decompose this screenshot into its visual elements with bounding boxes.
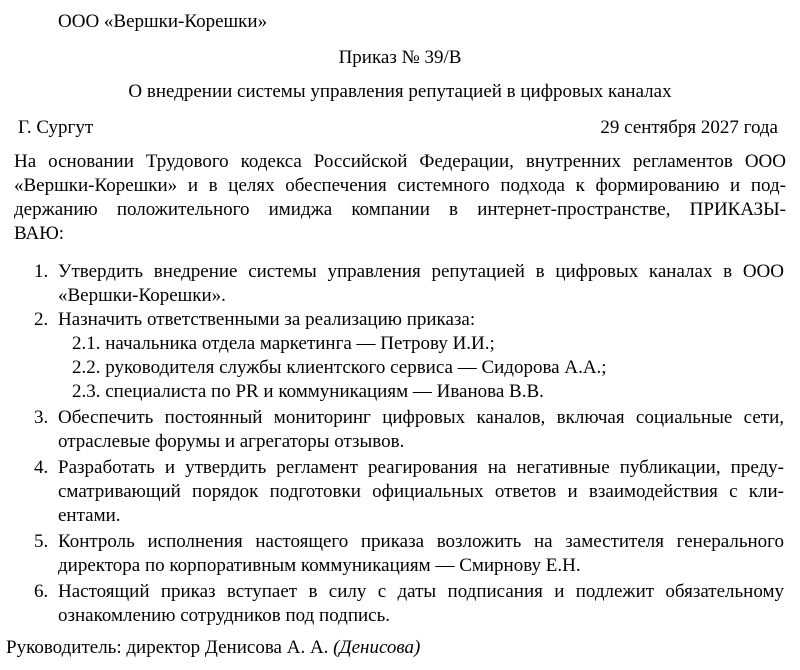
city: Г. Сургут bbox=[18, 117, 94, 138]
item-text-line: сматривающий порядок подготовки официальных ответов и взаимодействия с кли- bbox=[58, 481, 784, 502]
item-text-line: Обеспечить постоянный мониторинг цифровых каналов, включая социальные сети, bbox=[58, 407, 784, 428]
subitem: 2.2. руководителя службы клиентского сервиса — Сидорова А.А.; bbox=[72, 357, 607, 378]
item-text-line: Контроль исполнения настоящего приказа возложить на заместителя генерального bbox=[58, 531, 784, 552]
preamble-line: держанию положительного имиджа компании в интернет-пространстве, ПРИКАЗЫ- bbox=[14, 199, 786, 220]
item-number: 1. bbox=[34, 261, 49, 282]
date: 29 сентября 2027 года bbox=[600, 117, 778, 138]
item-text-line: «Вершки-Корешки». bbox=[58, 285, 226, 306]
item-text-line: директора по корпоративным коммуникациям — Смирнову Е.Н. bbox=[58, 555, 581, 576]
item-text-line: Назначить ответственными за реализацию приказа: bbox=[58, 309, 476, 330]
item-text-line: ентами. bbox=[58, 505, 121, 526]
item-number: 2. bbox=[34, 309, 49, 330]
item-number: 4. bbox=[34, 457, 49, 478]
item-text-line: Утвердить внедрение системы управления репутацией в цифровых каналах в ООО bbox=[58, 261, 784, 282]
preamble-line: «Вершки-Корешки» и в целях обеспечения системного подхода к формированию и под- bbox=[14, 175, 786, 196]
subitem: 2.1. начальника отдела маркетинга — Петрову И.И.; bbox=[72, 333, 495, 354]
item-number: 6. bbox=[34, 581, 49, 602]
signature-label: Руководитель: директор Денисова А. А. bbox=[6, 637, 329, 658]
item-number: 5. bbox=[34, 531, 49, 552]
item-number: 3. bbox=[34, 407, 49, 428]
item-text-line: отраслевые форумы и агрегаторы отзывов. bbox=[58, 431, 405, 452]
order-title: Приказ № 39/В bbox=[338, 47, 462, 68]
organization-name: ООО «Вершки-Корешки» bbox=[58, 11, 268, 32]
signature-line bbox=[6, 636, 420, 660]
subitem: 2.3. специалиста по PR и коммуникациям — Иванова В.В. bbox=[72, 381, 544, 402]
item-text-line: Настоящий приказ вступает в силу с даты подписания и подлежит обязательному bbox=[58, 581, 784, 602]
order-subject: О внедрении системы управления репутацией в цифровых каналах bbox=[128, 81, 672, 102]
item-text-line: ознакомлению сотрудников под подпись. bbox=[58, 605, 390, 626]
item-text-line: Разработать и утвердить регламент реагирования на негативные публикации, преду- bbox=[58, 457, 784, 478]
handwritten-signature: (Денисова) bbox=[333, 637, 421, 658]
preamble-line: На основании Трудового кодекса Российской Федерации, внутренних регламентов ООО bbox=[14, 151, 786, 172]
preamble-line: ВАЮ: bbox=[14, 223, 65, 244]
